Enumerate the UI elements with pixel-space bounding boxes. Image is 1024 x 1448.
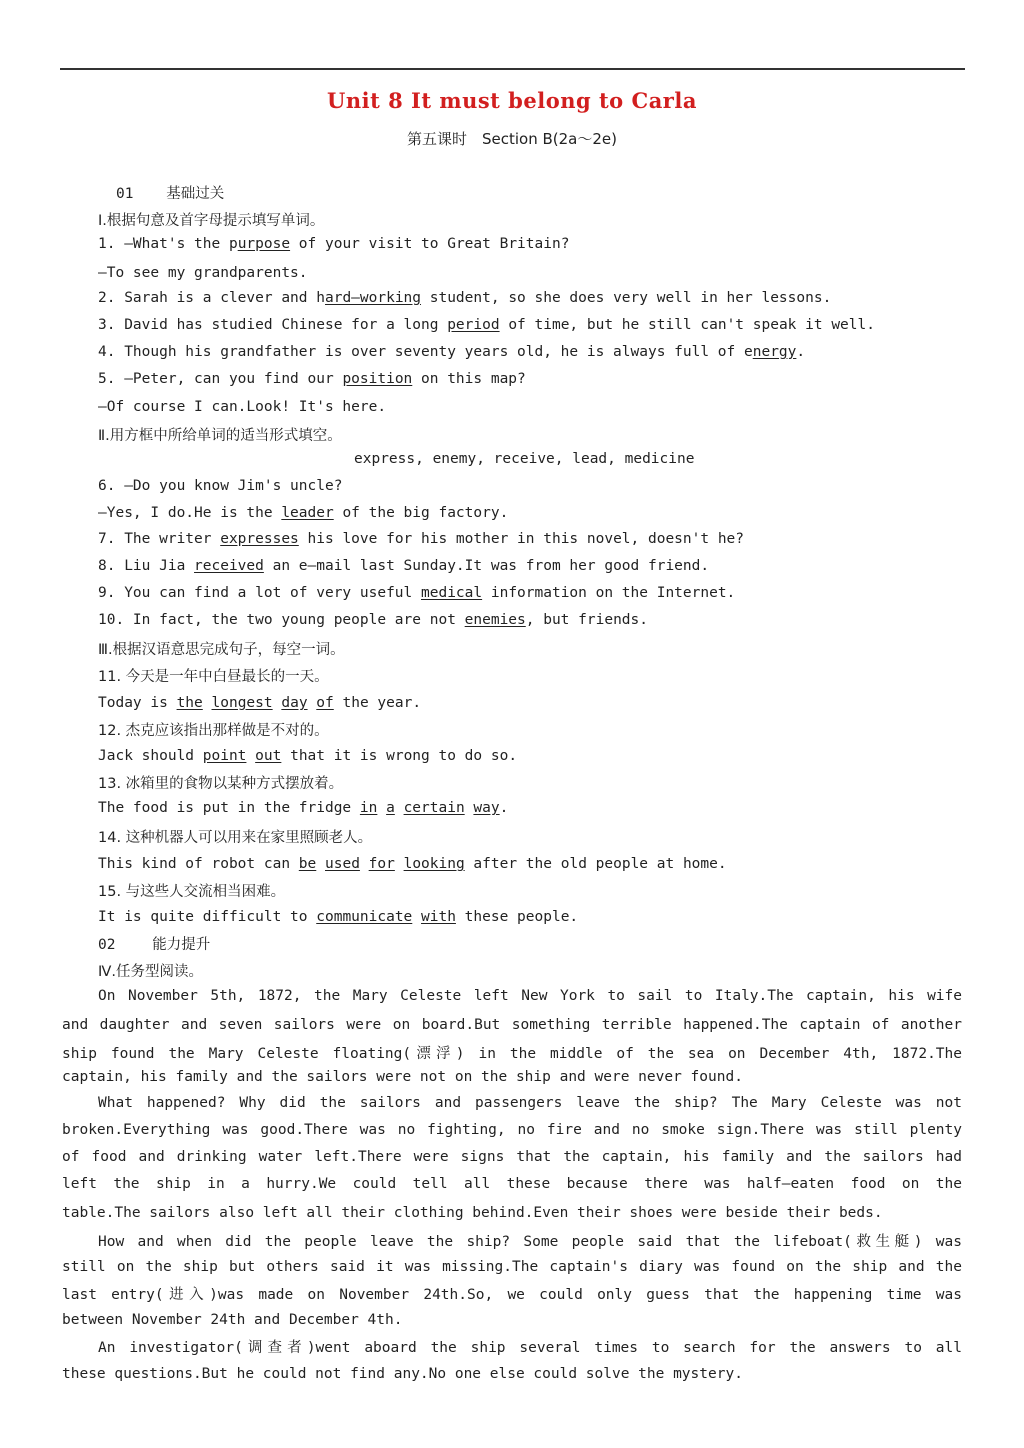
q13-answer-1: in (359, 800, 378, 816)
q11-answer-3: day (281, 695, 308, 711)
passage-line: these questions.But he could not find any.No one else could solve the mystery. (62, 1366, 743, 1382)
passage-line: An investigator(调查者)went aboard the ship several times to search for the answers to all (98, 1340, 962, 1356)
q5-answer: position (342, 371, 413, 387)
top-rule (60, 68, 965, 70)
question-15-chinese: 15. 与这些人交流相当困难。 (98, 884, 286, 900)
section-4-heading: Ⅳ.任务型阅读。 (98, 964, 203, 980)
q3-prefix: 3. David has studied Chinese for a long (98, 317, 448, 333)
q2-prefix: 2. Sarah is a clever and h (98, 290, 325, 306)
q3-answer: period (447, 317, 500, 333)
passage-line: still on the ship but others said it was missing.The captain's diary was found on the ship and the (62, 1259, 962, 1275)
question-15-english (98, 909, 578, 925)
question-1b: —To see my grandparents. (98, 265, 308, 281)
section-2-heading: Ⅱ.用方框中所给单词的适当形式填空。 (98, 428, 342, 444)
q15-suffix: these people. (455, 909, 579, 925)
q7-suffix: his love for his mother in this novel, doesn't he? (298, 531, 745, 547)
q1-prefix: 1. —What's the p (98, 236, 238, 252)
question-14-english (98, 856, 727, 872)
question-13-english (98, 800, 508, 816)
question-6a: 6. —Do you know Jim's uncle? (98, 478, 343, 494)
q5-prefix: 5. —Peter, can you find our (98, 371, 343, 387)
q9-suffix: information on the Internet. (482, 585, 736, 601)
q7-prefix: 7. The writer (98, 531, 221, 547)
lesson-subtitle: 第五课时 Section B(2a～2e) (406, 130, 617, 148)
q14-answer-4: looking (403, 856, 465, 872)
question-7 (98, 531, 744, 547)
q12-answer-1: point (202, 748, 247, 764)
q11-prefix: Today is (98, 695, 177, 711)
q7-answer: expresses (220, 531, 299, 547)
question-5b: —Of course I can.Look! It's here. (98, 399, 387, 415)
part-title: 基础过关 (166, 186, 225, 202)
q6-answer: leader (281, 505, 334, 521)
q8-answer: received (194, 558, 264, 574)
q1-suffix: of your visit to Great Britain? (290, 236, 570, 252)
question-9 (98, 585, 735, 601)
part-title: 能力提升 (152, 937, 211, 953)
q15-answer-2: with (421, 909, 456, 925)
passage-line: last entry(进入)was made on November 24th.So, we could only guess that the happening time was (62, 1287, 962, 1303)
passage-line: What happened? Why did the sailors and passengers leave the ship? The Mary Celeste was not (98, 1095, 962, 1111)
q14-prefix: This kind of robot can (98, 856, 299, 872)
question-1a (98, 236, 569, 252)
q11-answer-1: the (176, 695, 203, 711)
q4-suffix: . (796, 344, 806, 360)
q15-prefix: It is quite difficult to (98, 909, 317, 925)
q3-suffix: of time, but he still can't speak it well. (499, 317, 875, 333)
q12-suffix: that it is wrong to do so. (281, 748, 518, 764)
question-12-english (98, 748, 517, 764)
passage-line: table.The sailors also left all their clothing behind.Even their shoes were beside their beds. (62, 1205, 883, 1221)
question-3 (98, 317, 875, 333)
question-14-chinese: 14. 这种机器人可以用来在家里照顾老人。 (98, 830, 373, 846)
question-5a (98, 371, 526, 387)
part-number: 01 (116, 186, 134, 202)
question-11-english (98, 695, 421, 711)
q15-answer-1: communicate (316, 909, 413, 925)
part-number: 02 (98, 937, 116, 953)
question-11-chinese: 11. 今天是一年中白昼最长的一天。 (98, 669, 329, 685)
q9-prefix: 9. You can find a lot of very useful (98, 585, 422, 601)
q14-answer-1: be (298, 856, 317, 872)
q11-answer-4: of (316, 695, 334, 711)
q10-prefix: 10. In fact, the two young people are not (98, 612, 465, 628)
q8-prefix: 8. Liu Jia (98, 558, 195, 574)
passage-line: left the ship in a hurry.We could tell all these because there was half—eaten food on the (62, 1176, 962, 1192)
q11-answer-2: longest (211, 695, 273, 711)
q6-suffix: of the big factory. (333, 505, 509, 521)
word-box: express, enemy, receive, lead, medicine (354, 451, 695, 467)
q10-answer: enemies (464, 612, 526, 628)
q8-suffix: an e—mail last Sunday.It was from her good friend. (263, 558, 710, 574)
q9-answer: medical (421, 585, 483, 601)
question-13-chinese: 13. 冰箱里的食物以某种方式摆放着。 (98, 776, 344, 792)
passage-line: ship found the Mary Celeste floating(漂浮) in the middle of the sea on December 4th, 1872.The (62, 1046, 962, 1062)
question-10 (98, 612, 648, 628)
passage-line: On November 5th, 1872, the Mary Celeste left New York to sail to Italy.The captain, his wife (98, 988, 962, 1004)
section-3-heading: Ⅲ.根据汉语意思完成句子，每空一词。 (98, 642, 345, 658)
q12-answer-2: out (255, 748, 282, 764)
passage-line: captain, his family and the sailors were not on the ship and were never found. (62, 1069, 743, 1085)
q13-answer-3: certain (403, 800, 465, 816)
unit-title: Unit 8 It must belong to Carla (327, 88, 697, 113)
passage-line: of food and drinking water left.There were signs that the captain, his family and the sailors had (62, 1149, 962, 1165)
q11-suffix: the year. (333, 695, 422, 711)
part-01-header (116, 182, 224, 203)
q4-prefix: 4. Though his grandfather is over seventy years old, he is always full of e (98, 344, 753, 360)
q12-prefix: Jack should (98, 748, 203, 764)
passage-line: and daughter and seven sailors were on board.But something terrible happened.The captain of another (62, 1017, 962, 1033)
question-2 (98, 290, 831, 306)
question-4 (98, 344, 805, 360)
q5-suffix: on this map? (412, 371, 526, 387)
q14-answer-3: for (368, 856, 395, 872)
q13-answer-4: way (473, 800, 500, 816)
part-02-header (98, 933, 210, 954)
q2-answer: ard—working (324, 290, 422, 306)
q13-answer-2: a (386, 800, 395, 816)
q6-prefix: —Yes, I do.He is the (98, 505, 282, 521)
passage-line: broken.Everything was good.There was no fighting, no fire and no smoke sign.There was still plenty (62, 1122, 962, 1138)
question-6b (98, 505, 508, 521)
question-8 (98, 558, 709, 574)
q14-suffix: after the old people at home. (464, 856, 727, 872)
question-12-chinese: 12. 杰克应该指出那样做是不对的。 (98, 723, 329, 739)
q13-prefix: The food is put in the fridge (98, 800, 360, 816)
passage-line: How and when did the people leave the ship? Some people said that the lifeboat(救生艇) was (98, 1234, 962, 1250)
q14-answer-2: used (325, 856, 360, 872)
section-1-heading: Ⅰ.根据句意及首字母提示填写单词。 (98, 213, 325, 229)
passage-line: between November 24th and December 4th. (62, 1312, 403, 1328)
q4-answer: nergy (752, 344, 797, 360)
q10-suffix: , but friends. (525, 612, 648, 628)
q2-suffix: student, so she does very well in her lessons. (421, 290, 832, 306)
q13-suffix: . (499, 800, 509, 816)
q1-answer: urpose (237, 236, 291, 252)
